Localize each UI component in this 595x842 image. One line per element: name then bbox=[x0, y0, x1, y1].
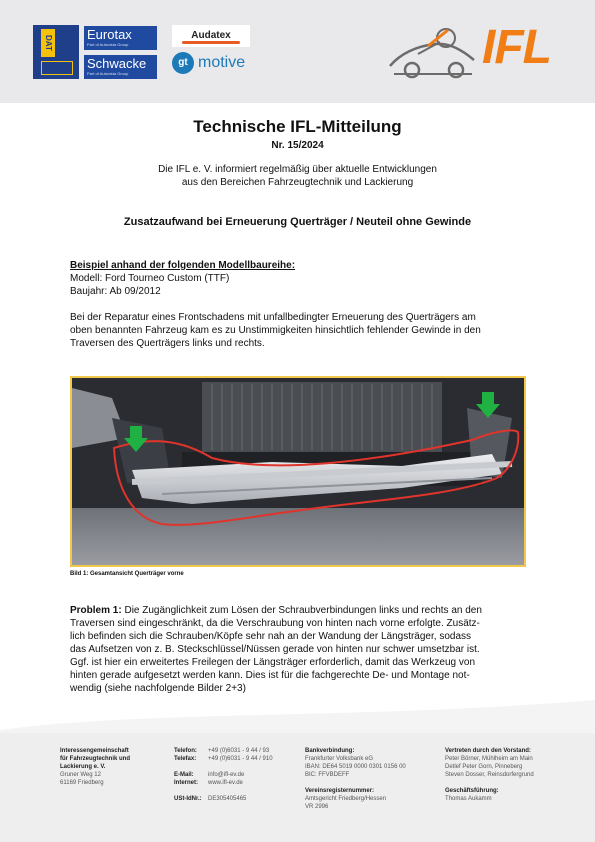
gt-logo-word: motive bbox=[198, 54, 246, 71]
audatex-logo-text: Audatex bbox=[191, 30, 231, 41]
problem-line-3: lich befinden sich die Schrauben/Köpfe sehr nah an der Wandung der Längsträger, sodass bbox=[70, 631, 472, 642]
footer-web-label: Internet: bbox=[174, 780, 198, 786]
page-header bbox=[0, 0, 595, 103]
footer-reg-line-1: Amtsgericht Friedberg/Hessen bbox=[305, 796, 387, 802]
problem-line-7: wendig (siehe nachfolgende Bilder 2+3) bbox=[70, 683, 246, 694]
problem-line-1-text: Die Zugänglichkeit zum Lösen der Schraubverbindungen links und rechts an den bbox=[121, 605, 482, 616]
footer-reg-line-2: VR 2996 bbox=[305, 804, 329, 810]
footer-bank-line-3: BIC: FFVBDEFF bbox=[305, 772, 350, 778]
footer-ust-value: DE305405465 bbox=[208, 796, 247, 802]
problem-line-2: Traversen sind eingeschränkt, da die Verschraubung von hinten nach vorne erfolgte. Zusätz- bbox=[70, 618, 480, 629]
audatex-logo bbox=[172, 25, 250, 47]
description-paragraph bbox=[70, 311, 528, 350]
audatex-swoosh bbox=[182, 41, 240, 44]
subject-heading: Zusatzaufwand bei Erneuerung Querträger / Neuteil ohne Gewinde bbox=[123, 216, 472, 228]
footer-fax-value: +49 (0)6031 - 9 44 / 910 bbox=[208, 756, 273, 762]
footer-board-label: Vertreten durch den Vorstand: bbox=[445, 748, 531, 754]
footer-board-column bbox=[445, 747, 534, 803]
problem-paragraph bbox=[70, 604, 528, 695]
document-number: Nr. 15/2024 bbox=[271, 140, 324, 151]
footer-bank-column bbox=[305, 747, 406, 811]
dat-logo-grid bbox=[41, 61, 73, 75]
page-footer bbox=[0, 733, 595, 842]
footer-contact-values bbox=[208, 747, 273, 803]
footer-mail-value[interactable]: info@ifl-ev.de bbox=[208, 772, 245, 778]
footer-mail-label: E-Mail: bbox=[174, 772, 194, 778]
footer-gf-label: Geschäftsführung: bbox=[445, 788, 499, 794]
footer-org-column bbox=[60, 747, 130, 787]
year-line: Baujahr: Ab 09/2012 bbox=[70, 286, 161, 297]
footer-board-line-3: Steven Dosser, Reinsdorfergrund bbox=[445, 772, 534, 778]
problem-line-4: das Aufsetzen von z. B. Steckschlüssel/Nüssen gerade von hinten nur schwer umsetzbar ist. bbox=[70, 644, 480, 655]
description-line-2: oben benannten Fahrzeug kam es zu Unstimmigkeiten hinsichtlich fehlender Gewinde in den bbox=[70, 325, 481, 336]
schwacke-logo-sub: Part of Autovista Group bbox=[87, 71, 129, 76]
problem-line-5: Ggf. ist hier ein erweitertes Freilegen der Längsträger erforderlich, damit das Werkzeug von bbox=[70, 657, 476, 668]
gt-motive-logo bbox=[172, 52, 257, 76]
footer-ust-label: USt-IdNr.: bbox=[174, 796, 202, 802]
photo-caption: Bild 1: Gesamtansicht Querträger vorne bbox=[70, 571, 184, 577]
intro-line-1: Die IFL e. V. informiert regelmäßig über aktuelle Entwicklungen bbox=[158, 164, 437, 175]
footer-org-line-3: Lackierung e. V. bbox=[60, 764, 106, 770]
page-title: Technische IFL-Mitteilung bbox=[193, 117, 402, 136]
footer-contact-labels bbox=[174, 747, 202, 803]
footer-tel-label: Telefon: bbox=[174, 748, 197, 754]
footer-board-line-1: Peter Börner, Mühlheim am Main bbox=[445, 756, 533, 762]
eurotax-logo bbox=[84, 26, 157, 50]
description-line-1: Bei der Reparatur eines Frontschadens mit unfallbedingter Erneuerung des Querträgers am bbox=[70, 312, 476, 323]
eurotax-logo-sub: Part of Autovista Group bbox=[87, 42, 129, 47]
intro-line-2: aus den Bereichen Fahrzeugtechnik und Lackierung bbox=[181, 177, 414, 188]
eurotax-logo-text: Eurotax bbox=[87, 27, 132, 42]
footer-org-line-1: Interessengemeinschaft bbox=[60, 748, 129, 754]
model-line: Modell: Ford Tourneo Custom (TTF) bbox=[70, 273, 230, 284]
footer-org-line-4: Gruner Weg 12 bbox=[60, 772, 101, 778]
problem-line-1 bbox=[70, 604, 528, 617]
footer-tel-value: +49 (0)6031 - 9 44 / 93 bbox=[208, 748, 270, 754]
footer-gf-value: Thomas Aukamm bbox=[445, 796, 492, 802]
crossmember-photo-drawing bbox=[72, 378, 524, 565]
ifl-car-mark-icon bbox=[388, 24, 478, 82]
footer-bank-line-1: Frankfurter Volksbank eG bbox=[305, 756, 374, 762]
footer-web-value[interactable]: www.ifl-ev.de bbox=[208, 780, 243, 786]
description-line-3: Traversen des Querträgers links und rechts. bbox=[70, 338, 265, 349]
example-heading: Beispiel anhand der folgenden Modellbaureihe: bbox=[70, 260, 296, 271]
problem-label: Problem 1: bbox=[70, 605, 122, 616]
dat-logo-text: DAT bbox=[41, 29, 55, 57]
intro-text bbox=[0, 163, 595, 189]
footer-bank-label: Bankverbindung: bbox=[305, 748, 355, 754]
problem-line-6: hinten gerade aufgesetzt werden kann. Dies ist für die fachgerechte De- und Montage not- bbox=[70, 670, 470, 681]
crossmember-photo bbox=[70, 376, 526, 567]
footer-bank-line-2: IBAN: DE64 5019 0000 0301 0156 00 bbox=[305, 764, 406, 770]
schwacke-logo-text: Schwacke bbox=[87, 56, 147, 71]
footer-fax-label: Telefax: bbox=[174, 756, 197, 762]
gt-logo-circle: gt bbox=[172, 52, 194, 74]
ifl-logo-word: IFL bbox=[482, 21, 551, 74]
footer-org-line-2: für Fahrzeugtechnik und bbox=[60, 756, 131, 762]
dat-logo bbox=[33, 25, 79, 79]
footer-org-line-5: 61169 Friedberg bbox=[60, 780, 104, 786]
schwacke-logo bbox=[84, 55, 157, 79]
footer-board-line-2: Detlef Peter Gorn, Pinneberg bbox=[445, 764, 523, 770]
example-block bbox=[70, 259, 528, 298]
footer-reg-label: Vereinsregisternummer: bbox=[305, 788, 375, 794]
